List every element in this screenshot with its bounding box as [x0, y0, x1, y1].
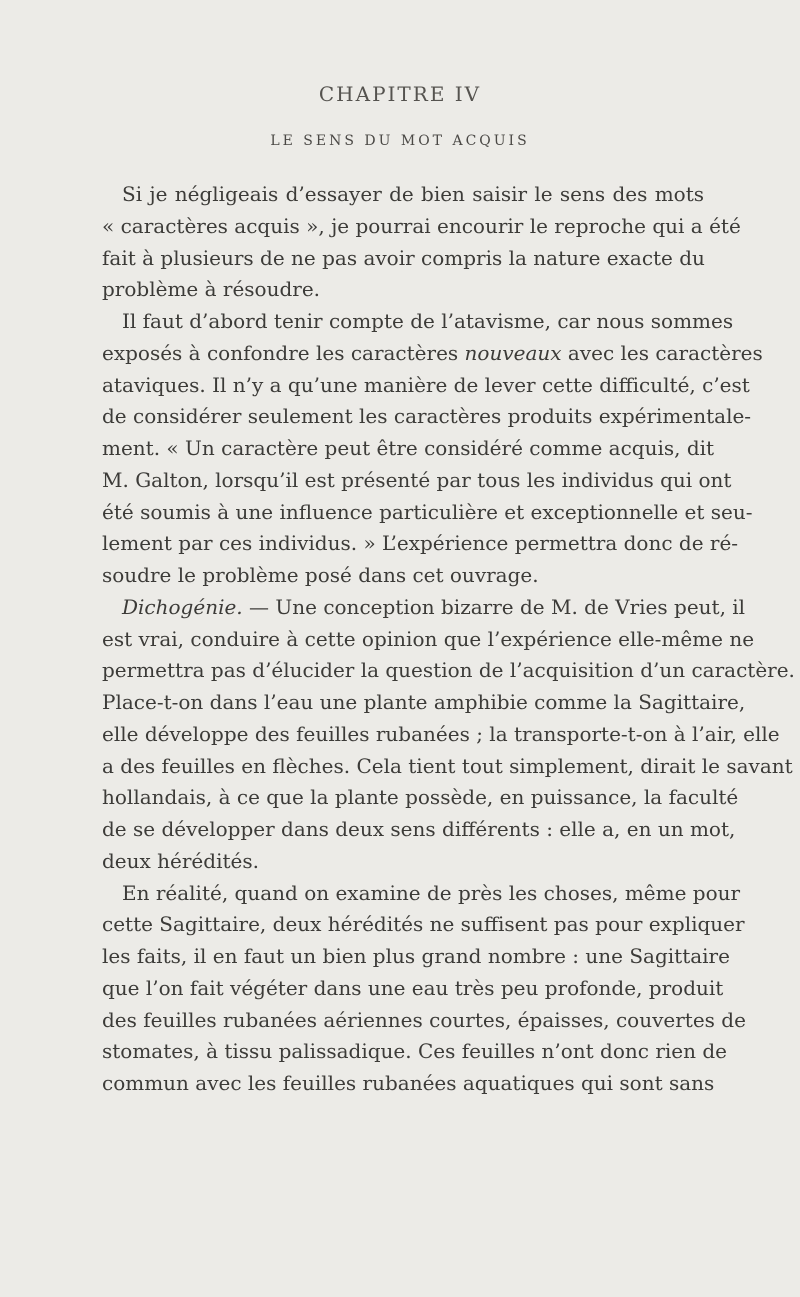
chapter-title: CHAPITRE IV — [318, 82, 482, 106]
italic-emphasis: nouveaux — [464, 340, 562, 365]
text-line-with-italic: exposés à confondre les caractères nouveaux avec les caractères — [102, 340, 763, 365]
text-line: hollandais, à ce que la plante possède, en puissance, la faculté — [102, 785, 739, 810]
text-line: fait à plusieurs de ne pas avoir compris la nature exacte du — [102, 245, 705, 270]
text-line: a des feuilles en flèches. Cela tient tout simplement, dirait le savant — [102, 753, 793, 778]
text-line: deux hérédités. — [102, 848, 259, 873]
text-line: En réalité, quand on examine de près les choses, même pour — [122, 880, 741, 905]
text-line: des feuilles rubanées aériennes courtes, épaisses, couvertes de — [102, 1007, 746, 1032]
text-line: Il faut d’abord tenir compte de l’atavisme, car nous sommes — [122, 309, 734, 333]
text-line: lement par ces individus. » L’expérience permettra donc de ré- — [102, 531, 739, 556]
text-line: stomates, à tissu palissadique. Ces feuilles n’ont donc rien de — [102, 1039, 727, 1064]
text-line: de considérer seulement les caractères produits expérimentale- — [102, 404, 752, 429]
text-line: problème à résoudre. — [102, 277, 321, 302]
text-line: de se développer dans deux sens différents : elle a, en un mot, — [102, 817, 736, 841]
text-line: commun avec les feuilles rubanées aquatiques qui sont sans — [102, 1071, 715, 1095]
text-line: M. Galton, lorsqu’il est présenté par tous les individus qui ont — [102, 467, 732, 492]
text-line: soudre le problème posé dans cet ouvrage. — [102, 563, 539, 587]
text-line: elle développe des feuilles rubanées ; la transporte-t-on à l’air, elle — [102, 721, 780, 746]
body-text — [102, 179, 795, 1100]
section-title: LE SENS DU MOT ACQUIS — [270, 133, 530, 149]
text-line: permettra pas d’élucider la question de l’acquisition d’un caractère. — [102, 658, 795, 683]
text-line-with-italic: Dichogénie. — Une conception bizarre de M. de Vries peut, il — [122, 594, 746, 619]
text-line: Place-t-on dans l’eau une plante amphibie comme la Sagittaire, — [102, 690, 746, 714]
text-line: ataviques. Il n’y a qu’une manière de lever cette difficulté, c’est — [102, 372, 750, 397]
text-line: est vrai, conduire à cette opinion que l’expérience elle-même ne — [102, 626, 755, 651]
italic-emphasis: Dichogénie. — [122, 594, 243, 619]
text-line: cette Sagittaire, deux hérédités ne suffisent pas pour expliquer — [102, 912, 745, 937]
text-line: que l’on fait végéter dans une eau très peu profonde, produit — [102, 975, 724, 1000]
text-line: été soumis à une influence particulière et exceptionnelle et seu- — [102, 499, 753, 524]
text-line: Si je négligeais d’essayer de bien saisir le sens des mots — [122, 182, 704, 206]
text-line: les faits, il en faut un bien plus grand nombre : une Sagittaire — [102, 944, 730, 968]
text-line: ment. « Un caractère peut être considéré comme acquis, dit — [102, 436, 715, 460]
text-line: « caractères acquis », je pourrai encourir le reproche qui a été — [102, 213, 741, 238]
